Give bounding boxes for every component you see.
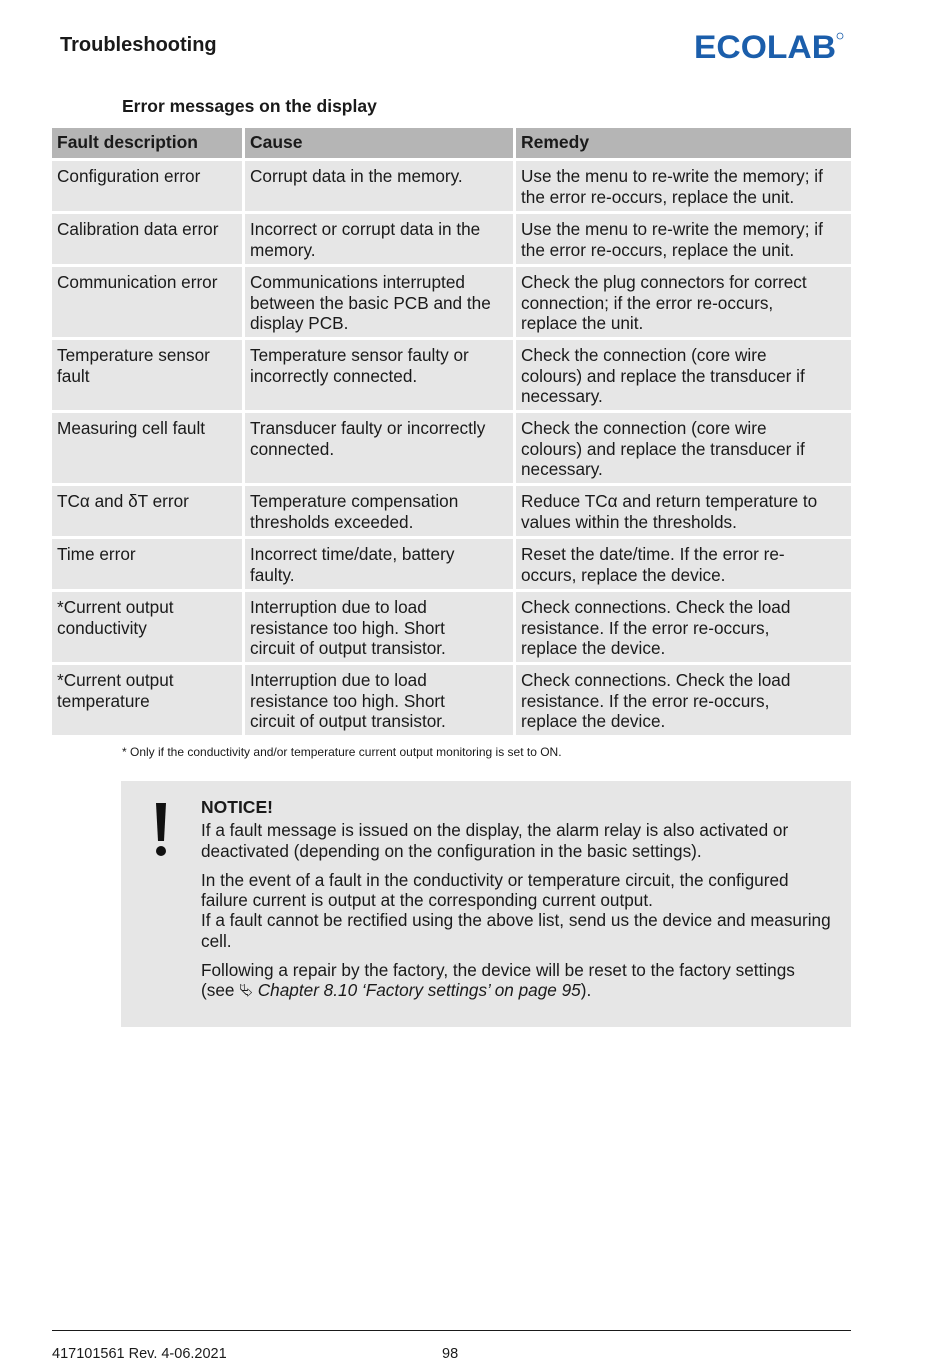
table-row [52,340,851,410]
svg-text:ECOLAB: ECOLAB [694,30,836,62]
remedy-cell: Check connections. Check the load resistance. If the error re-occurs, replace the device. [516,592,851,662]
fault-cell: Measuring cell fault [52,413,242,483]
notice-title: NOTICE! [201,797,273,817]
fault-cell: TCα and δT error [52,486,242,536]
table-row [52,486,851,536]
exclamation-icon [151,801,171,861]
remedy-cell: Reduce TCα and return temperature to values within the thresholds. [516,486,851,536]
table-row [52,539,851,589]
cause-cell: Corrupt data in the memory. [245,161,513,211]
page-number: 98 [442,1346,459,1362]
table-row [52,592,851,662]
document-number: 417101561 Rev. 4-06.2021 [52,1346,227,1362]
fault-cell: Configuration error [52,161,242,211]
table-header-row [52,128,851,158]
footer-divider [52,1330,851,1331]
fault-cell: *Current output temperature [52,665,242,735]
notice-text: ). [580,980,592,1001]
remedy-cell: Reset the date/time. If the error re- occurs, replace the device. [516,539,851,589]
fault-cell: *Current output conductivity [52,592,242,662]
column-header-remedy: Remedy [516,128,851,158]
cause-cell: Incorrect time/date, battery faulty. [245,539,513,589]
error-messages-table [52,128,851,738]
table-row [52,214,851,264]
ecolab-logo [694,30,844,62]
remedy-cell: Use the menu to re-write the memory; if the error re-occurs, replace the unit. [516,161,851,211]
cause-cell: Temperature sensor faulty or incorrectly connected. [245,340,513,410]
cause-cell: Interruption due to load resistance too high. Short circuit of output transistor. [245,665,513,735]
cause-cell: Interruption due to load resistance too high. Short circuit of output transistor. [245,592,513,662]
column-header-fault: Fault description [52,128,242,158]
notice-box [121,781,851,1027]
fault-cell: Communication error [52,267,242,337]
notice-paragraph: If a fault message is issued on the display, the alarm relay is also activated or deactivated (depending on the configuration in the basic settings). [201,820,789,861]
cause-cell: Incorrect or corrupt data in the memory. [245,214,513,264]
notice-body [201,797,831,1010]
cross-reference-arrow-icon: ⮱ [239,980,253,1001]
table-footnote: * Only if the conductivity and/or temperature current output monitoring is set to ON. [122,745,562,759]
table-row [52,267,851,337]
table-row [52,413,851,483]
remedy-cell: Check connections. Check the load resistance. If the error re-occurs, replace the device. [516,665,851,735]
notice-text: Following a repair by the factory, the device will be reset to the factory settings (see [201,960,795,1001]
cause-cell: Temperature compensation thresholds exceeded. [245,486,513,536]
remedy-cell: Check the connection (core wire colours) and replace the transducer if necessary. [516,413,851,483]
chapter-link[interactable]: Chapter 8.10 ‘Factory settings’ on page 95 [257,980,581,1001]
column-header-cause: Cause [245,128,513,158]
fault-cell: Calibration data error [52,214,242,264]
remedy-cell: Check the connection (core wire colours) and replace the transducer if necessary. [516,340,851,410]
fault-cell: Time error [52,539,242,589]
table-row [52,665,851,735]
cause-cell: Transducer faulty or incorrectly connected. [245,413,513,483]
page-header-title: Troubleshooting [60,34,217,56]
section-title: Error messages on the display [122,96,377,116]
notice-paragraph-xref [201,960,831,1001]
cause-cell: Communications interrupted between the basic PCB and the display PCB. [245,267,513,337]
remedy-cell: Check the plug connectors for correct connection; if the error re-occurs, replace the unit. [516,267,851,337]
fault-cell: Temperature sensor fault [52,340,242,410]
notice-paragraph: In the event of a fault in the conductivity or temperature circuit, the configured failure current is output at the corresponding current output. If a fault cannot be rectified using the above list, send us the device and measuring cell. [201,869,831,951]
remedy-cell: Use the menu to re-write the memory; if the error re-occurs, replace the unit. [516,214,851,264]
table-row [52,161,851,211]
